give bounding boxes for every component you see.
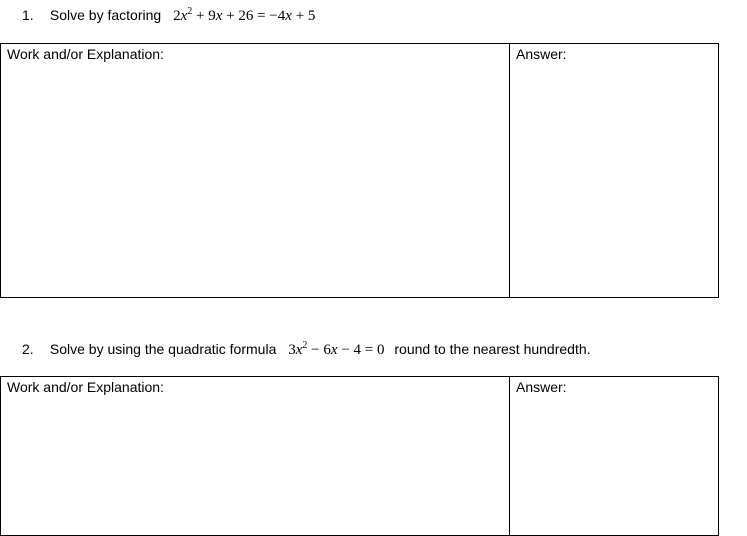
work-label: Work and/or Explanation: [7, 46, 164, 62]
response-table-1 [0, 43, 719, 298]
question-number: 1. [22, 7, 34, 23]
work-area[interactable] [1, 44, 510, 298]
work-label: Work and/or Explanation: [7, 379, 164, 395]
question-1 [22, 6, 321, 25]
answer-area[interactable] [510, 44, 719, 298]
question-2 [22, 340, 591, 359]
response-table-2 [0, 376, 719, 536]
equation: $2x^2 + 9x + 26 = -4x + 5$ [173, 6, 316, 24]
question-prompt: Solve by factoring [49, 7, 162, 23]
answer-label: Answer: [516, 46, 567, 62]
answer-area[interactable] [510, 377, 719, 536]
question-prompt: Solve by using the quadratic formula [49, 341, 277, 357]
question-number: 2. [22, 341, 34, 357]
equation: $3x^2 - 6x - 4 = 0$ [288, 340, 385, 358]
question-suffix: round to the nearest hundredth. [394, 341, 591, 357]
answer-label: Answer: [516, 379, 567, 395]
work-area[interactable] [1, 377, 510, 536]
